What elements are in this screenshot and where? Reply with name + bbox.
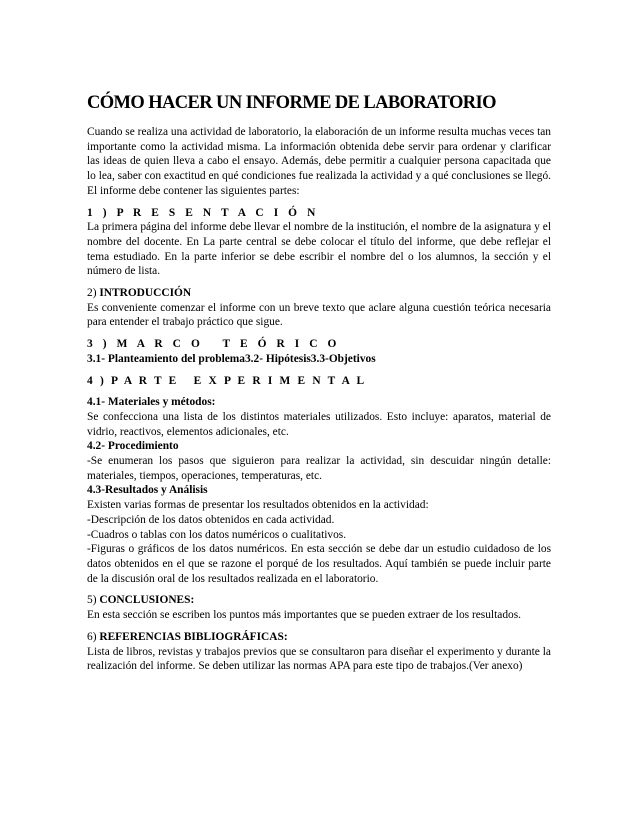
subsection-heading: 4.1- Materiales y métodos: [87,396,216,409]
document-page [87,92,551,674]
section-body: La primera página del informe debe llevar el nombre de la institución, el nombre de la asignatura y el nombre del docente. En La parte central se debe colocar el título del informe, que debe reflejar el tema estudiado. En la parte inferior se debe escribir el nombre del o los alumnos, la sección y el número de lista. [87,221,551,278]
section-conclusiones [87,593,551,622]
section-parte-experimental [87,374,551,587]
subsection-body: -Se enumeran los pasos que siguieron para realizar la actividad, sin descuidar ningún detalle: materiales, tiempos, operaciones, temperaturas, etc. [87,455,551,482]
section-number: 5) [87,594,100,607]
section-body: Lista de libros, revistas y trabajos previos que se consultaron para diseñar el experimento y durante la realización del informe. Se deben utilizar las normas APA para este tipo de trabajos.(Ver anexo) [87,645,551,673]
section-referencias [87,630,551,674]
section-presentacion [87,206,551,280]
section-heading: CONCLUSIONES: [99,594,195,607]
section-marco-teorico [87,337,551,366]
subsection-body: -Cuadros o tablas con los datos numéricos o cualitativos. [87,528,347,541]
section-heading: 1 ) P R E S E N T A C I Ó N [87,206,319,219]
intro-paragraph: Cuando se realiza una actividad de laboratorio, la elaboración de un informe resulta muchas veces tan importante como la actividad misma. La información obtenida debe servir para ordenar y clarificar las ideas de quien lleva a cabo el ensayo. Además, debe permitir a cualquier persona capacitada que lo lea, saber con exactitud en qué condiciones fue realizada la actividad y a qué conclusiones se llegó. El informe debe contener las siguientes partes: [87,126,551,197]
section-heading: INTRODUCCIÓN [99,287,192,300]
subsection-heading: 4.2- Procedimiento [87,440,179,453]
section-number: 2) [87,287,100,300]
section-heading: 3 ) M A R C O T E Ó R I C O [87,338,341,351]
subsection-heading: 4.3-Resultados y Análisis [87,484,208,497]
section-body: Es conveniente comenzar el informe con un breve texto que aclare alguna cuestión teórica necesaria para entender el trabajo práctico que sigue. [87,301,551,329]
section-introduccion [87,286,551,330]
subsection-body: Se confecciona una lista de los distintos materiales utilizados. Esto incluye: aparatos, material de vidrio, reactivos, elementos adicionales, etc. [87,410,551,438]
section-heading: 4 ) P A R T E E X P E R I M E N T A L [87,374,367,387]
section-heading-line [87,630,551,645]
subsection-body: -Figuras o gráficos de los datos numéricos. En esta sección se debe dar un estudio cuidadoso de los datos obtenidos en el que se razone el porqué de los resultados. Aquí también se puede incluir parte de la discusión oral de los resultados realizada en el laboratorio. [87,543,551,585]
section-body: En esta sección se escriben los puntos más importantes que se pueden extraer de los resultados. [87,609,521,622]
section-number: 6) [87,630,100,643]
subsection-list: 3.1- Planteamiento del problema3.2- Hipótesis3.3-Objetivos [87,352,376,365]
subsection-body: -Descripción de los datos obtenidos en cada actividad. [87,513,335,526]
document-title: CÓMO HACER UN INFORME DE LABORATORIO [87,93,496,113]
section-heading: REFERENCIAS BIBLIOGRÁFICAS: [99,630,288,643]
section-heading-line [87,593,551,608]
section-heading-line [87,286,551,301]
subsection-body: Existen varias formas de presentar los resultados obtenidos en la actividad: [87,499,429,512]
